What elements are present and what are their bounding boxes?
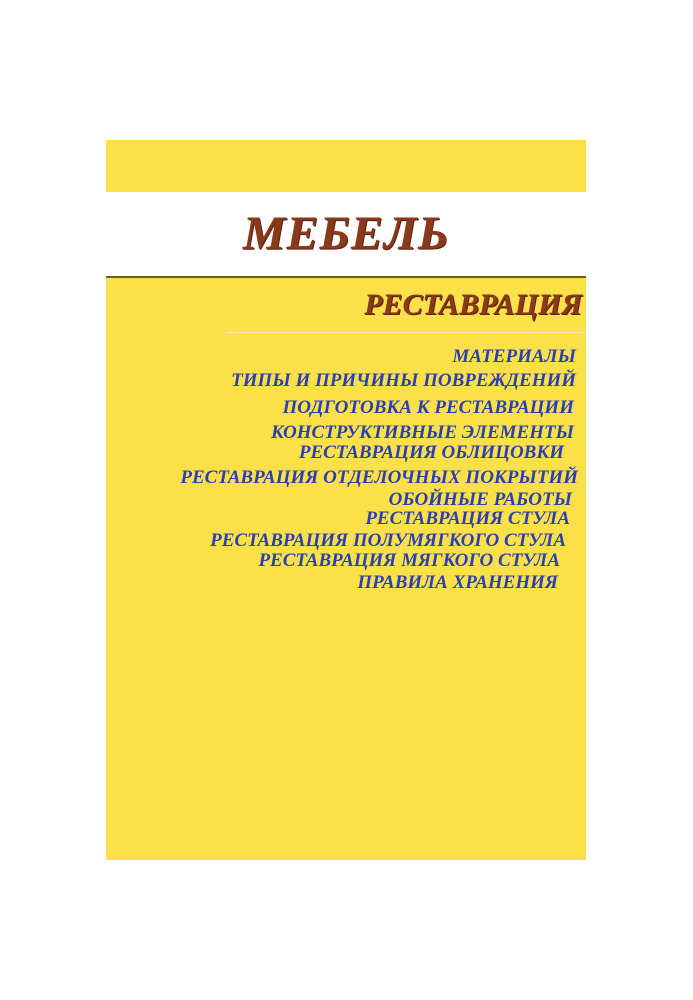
book-title: МЕБЕЛЬ	[242, 207, 450, 260]
top-color-band	[106, 140, 586, 192]
subtitle-divider	[226, 332, 586, 333]
subtitle-area	[106, 278, 586, 336]
contents-item: КОНСТРУКТИВНЫЕ ЭЛЕМЕНТЫ	[270, 422, 574, 443]
book-subtitle: РЕСТАВРАЦИЯ	[364, 288, 582, 321]
contents-item: РЕСТАВРАЦИЯ МЯГКОГО СТУЛА	[258, 550, 560, 571]
contents-item: РЕСТАВРАЦИЯ ОТДЕЛОЧНЫХ ПОКРЫТИЙ	[180, 467, 578, 488]
contents-item: РЕСТАВРАЦИЯ ОБЛИЦОВКИ	[298, 442, 564, 463]
contents-item: МАТЕРИАЛЫ	[452, 346, 576, 367]
book-cover	[106, 140, 586, 860]
contents-item: ТИПЫ И ПРИЧИНЫ ПОВРЕЖДЕНИЙ	[231, 370, 576, 391]
contents-item: РЕСТАВРАЦИЯ СТУЛА	[365, 508, 570, 529]
contents-item: ОБОЙНЫЕ РАБОТЫ	[388, 489, 572, 510]
contents-item: ПОДГОТОВКА К РЕСТАВРАЦИИ	[282, 397, 574, 418]
contents-item: ПРАВИЛА ХРАНЕНИЯ	[357, 572, 558, 593]
contents-item: РЕСТАВРАЦИЯ ПОЛУМЯГКОГО СТУЛА	[210, 530, 566, 551]
title-band	[106, 192, 586, 278]
